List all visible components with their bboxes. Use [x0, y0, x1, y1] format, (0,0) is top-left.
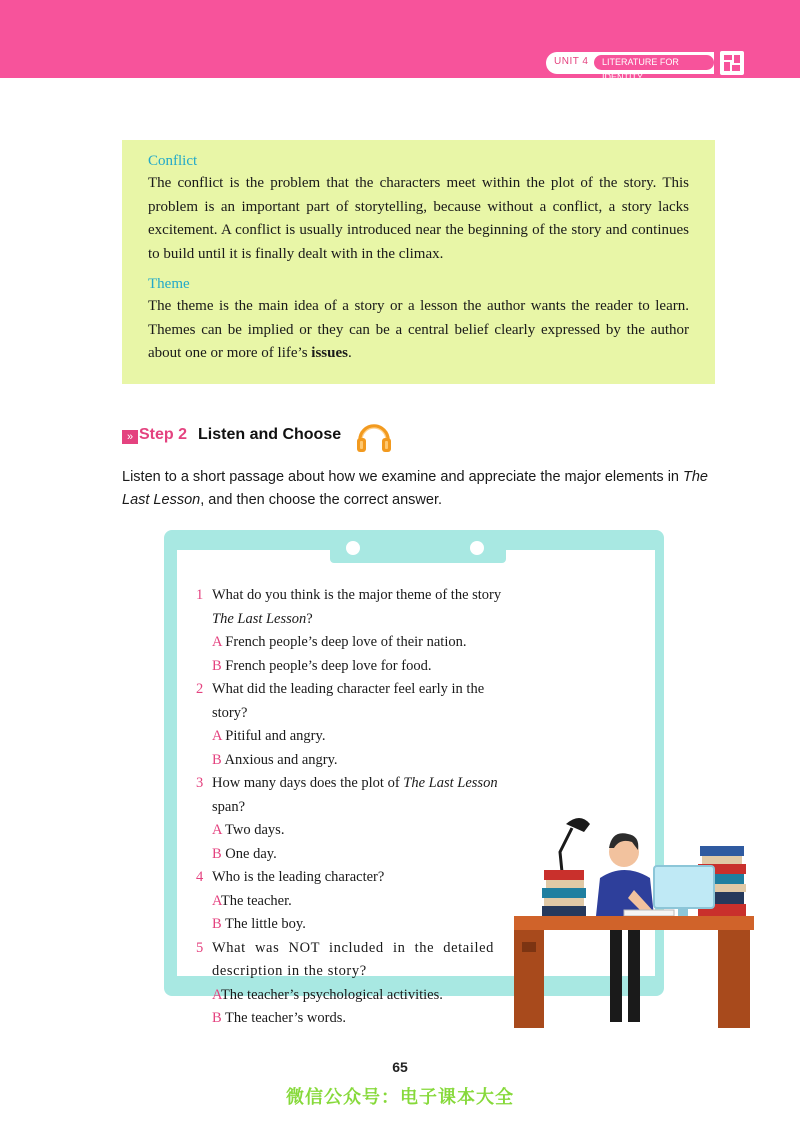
- question-list: [196, 584, 506, 1031]
- question-number: 1: [196, 587, 204, 603]
- question-3: 3 How many days does the plot of The Last Lesson span?: [196, 772, 506, 819]
- question-number: 2: [196, 681, 204, 697]
- instructions: Listen to a short passage about how we examine and appreciate the major elements in The Last Lesson, and then choose the correct answer.: [122, 469, 709, 508]
- option-2a[interactable]: A Pitiful and angry.: [212, 728, 326, 744]
- theme-heading: Theme: [148, 276, 190, 292]
- clip-hole-left: [346, 541, 360, 555]
- question-number: 5: [196, 939, 204, 956]
- option-4b[interactable]: B The little boy.: [212, 916, 306, 932]
- option-4a[interactable]: AThe teacher.: [212, 892, 292, 909]
- board-clip: [330, 530, 506, 563]
- question-2: 2 What did the leading character feel early in the story?: [196, 678, 506, 725]
- chevron-icon: »: [122, 430, 138, 444]
- option-5b[interactable]: B The teacher’s words.: [212, 1010, 346, 1026]
- step-title: Listen and Choose: [198, 426, 342, 443]
- story-title: The Last Lesson: [122, 469, 709, 508]
- unit-label: UNIT 4: [554, 56, 589, 67]
- definitions-box: [122, 140, 715, 384]
- unit-badge-icon: [718, 49, 746, 77]
- question-number: 3: [196, 775, 204, 791]
- step-label: Step 2: [139, 426, 188, 443]
- unit-name: LITERATURE FOR IDENTITY: [594, 55, 714, 70]
- step-heading: [122, 418, 722, 458]
- question-5: 5 What was NOT included in the detailed description in the story?: [196, 937, 494, 984]
- option-3a[interactable]: A Two days.: [212, 822, 285, 838]
- page-number: 65: [392, 1059, 408, 1075]
- clip-hole-right: [470, 541, 484, 555]
- option-3b[interactable]: B One day.: [212, 845, 277, 862]
- question-4: 4 Who is the leading character?: [196, 866, 506, 890]
- option-1a[interactable]: A French people’s deep love of their nation.: [212, 634, 467, 650]
- conflict-heading: Conflict: [148, 153, 198, 169]
- conflict-text: The conflict is the problem that the characters meet within the plot of the story. This problem is an important part of storytelling, because without a conflict, a story lacks excitement. A conflict is usually introduced near the beginning of the story and continues to build until it is finally dealt with in the climax.: [148, 175, 689, 262]
- question-1: 1 What do you think is the major theme of the story The Last Lesson?: [196, 584, 506, 631]
- unit-tag: [546, 52, 714, 82]
- theme-bold-word: issues: [311, 345, 348, 361]
- option-1b[interactable]: B French people’s deep love for food.: [212, 657, 432, 674]
- headphones-icon[interactable]: [354, 418, 394, 454]
- teacher-at-desk-illustration: [514, 812, 754, 1028]
- option-5a[interactable]: AThe teacher’s psychological activities.: [212, 986, 443, 1003]
- question-number: 4: [196, 869, 204, 885]
- theme-text: The theme is the main idea of a story or a lesson the author wants the reader to learn. Themes can be implied or they can be a central belief clearly expressed by the author about one or more of life’s issues.: [148, 298, 689, 361]
- footer-watermark: 微信公众号：电子课本大全: [286, 1087, 514, 1108]
- option-2b[interactable]: B Anxious and angry.: [212, 751, 338, 768]
